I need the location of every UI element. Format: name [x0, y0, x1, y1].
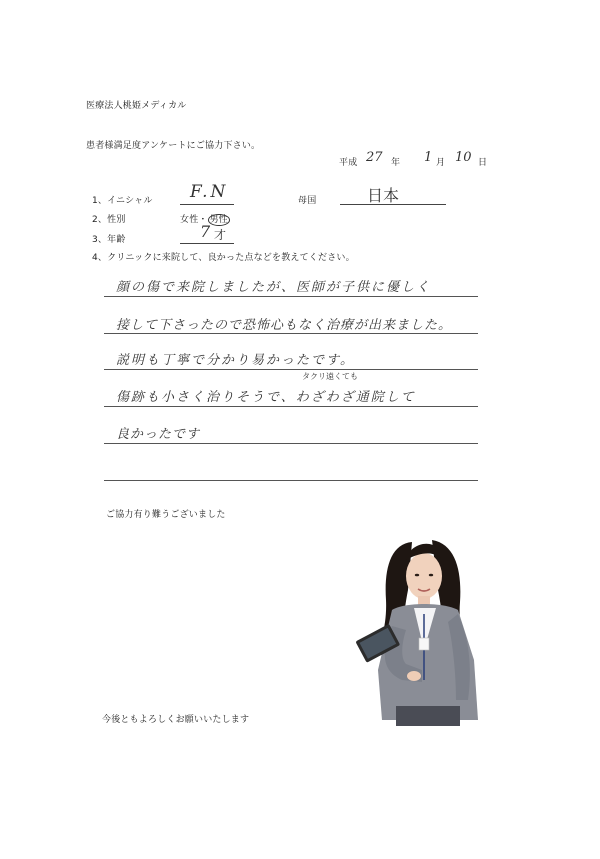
initials-label: 1、イニシャル [92, 196, 153, 206]
gender-female-option: 女性 [180, 215, 199, 225]
date-era: 平成 [339, 158, 358, 168]
answer-rule-5 [104, 443, 478, 444]
answer-insertion: タクリ遠くても [302, 372, 358, 381]
age-unit: 才 [214, 228, 227, 242]
home-country-label: 母国 [298, 196, 317, 206]
age-value: 7 [200, 222, 211, 241]
age-underline [180, 243, 234, 244]
clinic-name: 医療法人桃姫メディカル [86, 101, 187, 111]
question-label: 4、クリニックに来院して、良かった点などを教えてください。 [92, 253, 355, 263]
regards-text: 今後ともよろしくお願いいたします [102, 715, 250, 725]
date-day-unit: 日 [478, 158, 488, 168]
answer-rule-2 [104, 333, 478, 334]
answer-line-4: 傷跡も小さく治りそうで、わざわざ通院して [116, 390, 416, 405]
gender-male-option-circled: 男性 [209, 215, 229, 225]
answer-line-1: 顔の傷で来院しましたが、医師が子供に優しく [116, 280, 432, 295]
answer-line-2: 接して下さったので恐怖心もなく治療が出来ました。 [116, 318, 453, 333]
face [406, 553, 442, 599]
home-country-underline [340, 204, 446, 205]
answer-rule-6 [104, 480, 478, 481]
home-country-value: 日本 [367, 186, 400, 205]
date-month: 1 [424, 150, 433, 165]
gender-separator: ・ [198, 215, 208, 225]
date-month-unit: 月 [436, 158, 446, 168]
date-day: 10 [455, 150, 472, 165]
answer-rule-4 [104, 406, 478, 407]
age-label: 3、年齢 [92, 235, 126, 245]
date-year: 27 [366, 150, 383, 165]
answer-rule-1 [104, 296, 478, 297]
answer-line-5: 良かったです [116, 427, 201, 442]
gender-label: 2、性別 [92, 215, 126, 225]
survey-title: 患者様満足度アンケートにご協力下さい。 [86, 141, 261, 151]
initials-value: F.N [190, 182, 229, 202]
answer-rule-3 [104, 369, 478, 370]
thanks-text: ご協力有り難うございました [106, 510, 226, 520]
date-year-unit: 年 [391, 158, 401, 168]
businesswoman-photo [352, 530, 488, 726]
answer-line-3: 説明も丁寧で分かり易かったです。 [116, 353, 355, 368]
initials-underline [180, 204, 234, 205]
